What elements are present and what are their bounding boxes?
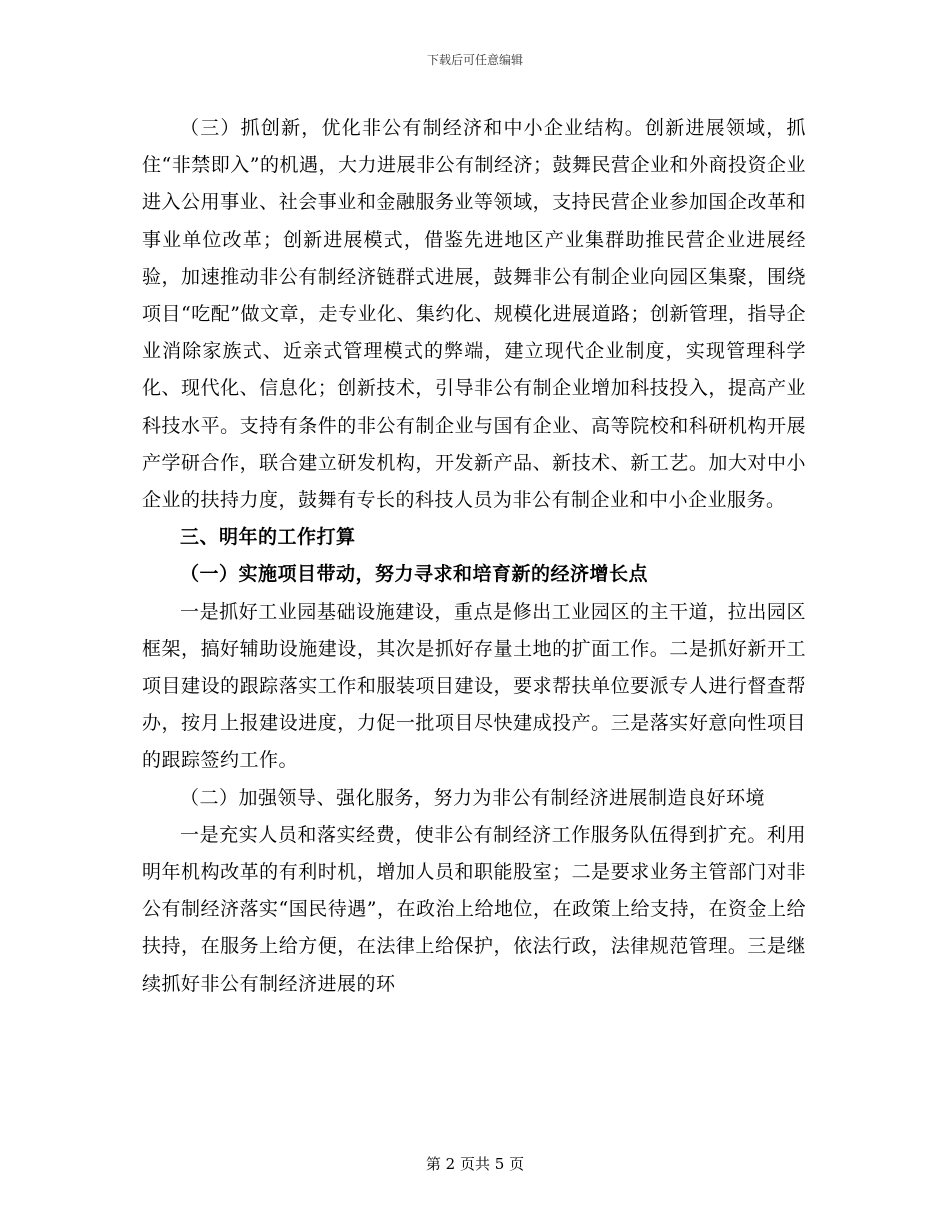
paragraph-industrial-park: 一是抓好工业园基础设施建设，重点是修出工业园区的主干道，拉出园区框架，搞好辅助设施建设，其次是抓好存量土地的扩面工作。二是抓好新开工项目建设的跟踪落实工作和服装项目建设，要求帮扶单位要派专人进行督查帮办，按月上报建设进度，力促一批项目尽快建成投产。三是落实好意向性项目的跟踪签约工作。 (142, 600, 806, 772)
paragraph-staffing-policy: 一是充实人员和落实经费，使非公有制经济工作服务队伍得到扩充。利用明年机构改革的有利时机，增加人员和职能股室；二是要求业务主管部门对非公有制经济落实“国民待遇”，在政治上给地位，在政策上给支持，在资金上给扶持，在服务上给方便，在法律上给保护，依法行政，法律规范管理。三是继续抓好非公有制经济进展的环 (142, 823, 806, 995)
document-body (142, 110, 806, 1003)
page-header: 下载后可任意编辑 (426, 53, 523, 67)
section-heading-next-year-plan: 三、明年的工作打算 (180, 526, 356, 549)
page-number: 第 2 页共 5 页 (425, 1155, 525, 1173)
paragraph-innovation: （三）抓创新，优化非公有制经济和中小企业结构。创新进展领域，抓住“非禁即入”的机遇，大力进展非公有制经济；鼓舞民营企业和外商投资企业进入公用事业、社会事业和金融服务业等领域，支持民营企业参加国企改革和事业单位改革；创新进展模式，借鉴先进地区产业集群助推民营企业进展经验，加速推动非公有制经济链群式进展，鼓舞非公有制企业向园区集聚，围绕项目“吃配”做文章，走专业化、集约化、规模化进展道路；创新管理，指导企业消除家族式、近亲式管理模式的弊端，建立现代企业制度，实现管理科学化、现代化、信息化；创新技术，引导非公有制企业增加科技投入，提高产业科技水平。支持有条件的非公有制企业与国有企业、高等院校和科研机构开展产学研合作，联合建立研发机构，开发新产品、新技术、新工艺。加大对中小企业的扶持力度，鼓舞有专长的科技人员为非公有制企业和中小企业服务。 (142, 117, 806, 512)
subsection-heading-project-driven: （一）实施项目带动，努力寻求和培育新的经济增长点 (180, 563, 649, 586)
subsection-heading-leadership-service: （二）加强领导、强化服务，努力为非公有制经济进展制造良好环境 (180, 786, 766, 809)
